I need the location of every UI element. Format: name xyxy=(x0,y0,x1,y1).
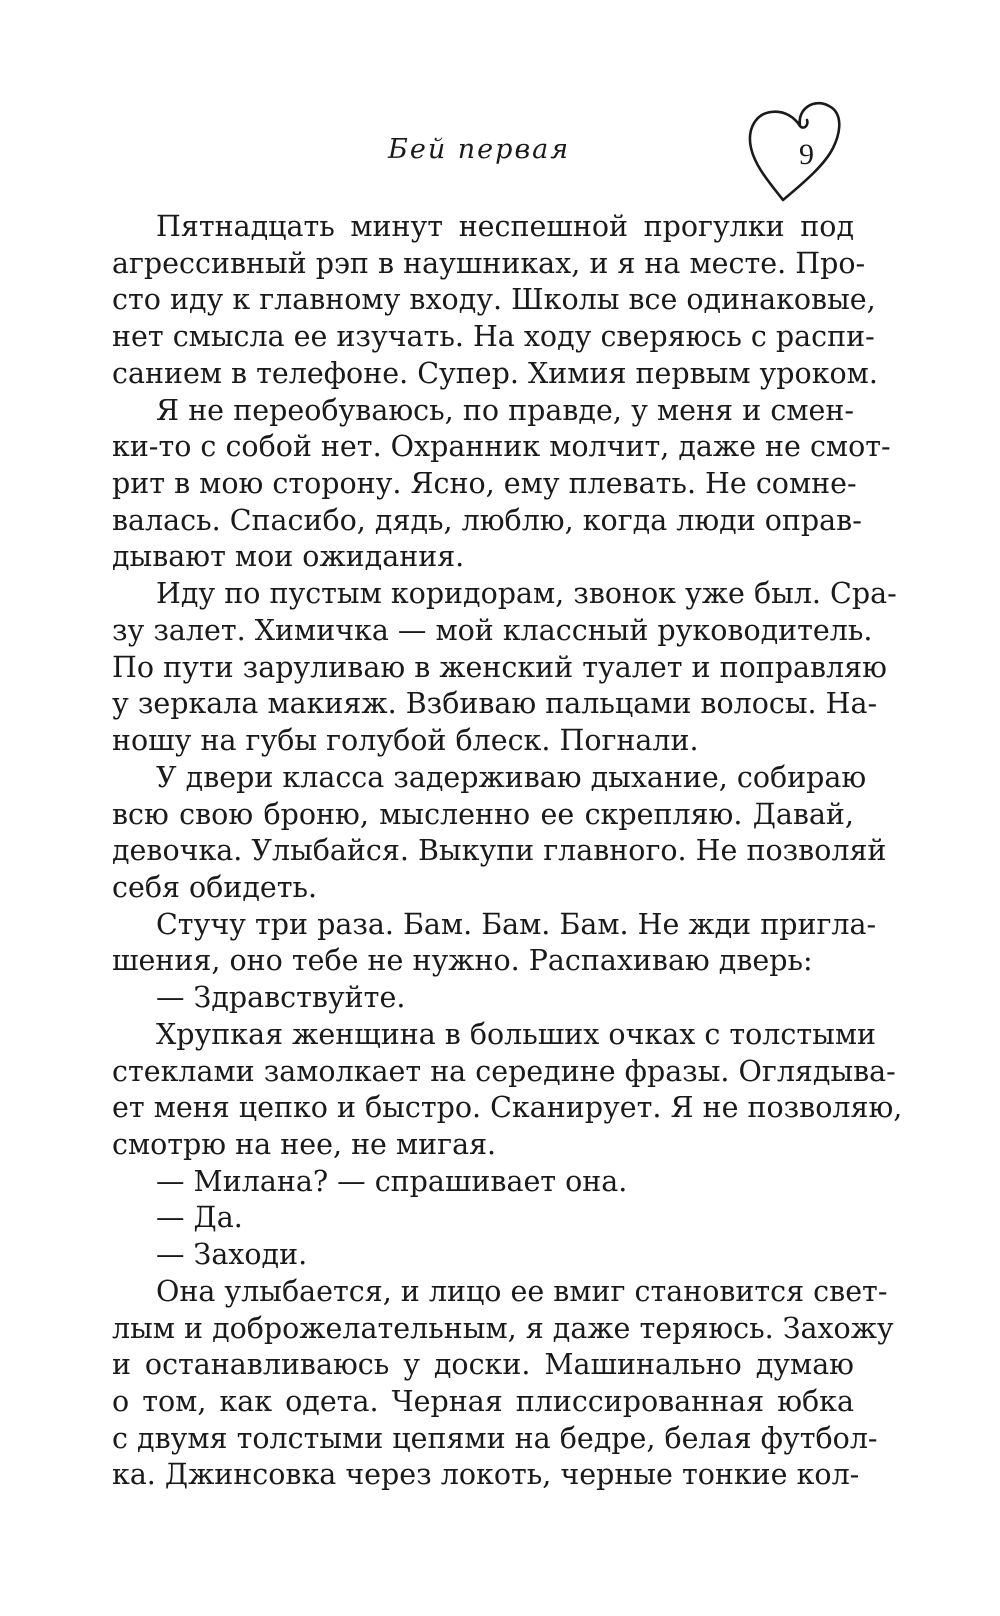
chapter-title: Бей первая xyxy=(388,134,571,165)
text-line: нет смысла ее изучать. На ходу сверяюсь с распи- xyxy=(112,320,875,354)
text-line: — Заходи. xyxy=(156,1238,308,1272)
text-line: ки-то с собой нет. Охранник молчит, даже не смот- xyxy=(112,430,891,464)
text-line: Хрупкая женщина в больших очках с толстыми xyxy=(156,1017,876,1051)
text-line: По пути заруливаю в женский туалет и поправляю xyxy=(112,650,887,684)
text-line: Я не переобуваюсь, по правде, у меня и смен- xyxy=(156,393,854,427)
text-line: зу залет. Химичка — мой классный руководитель. xyxy=(112,613,873,647)
text-line: — Да. xyxy=(156,1201,243,1235)
text-line: Пятнадцать минут неспешной прогулки под xyxy=(156,210,854,243)
text-line: ношу на губы голубой блеск. Погнали. xyxy=(112,724,699,758)
text-line: лым и доброжелательным, я даже теряюсь. Захожу xyxy=(112,1311,894,1345)
text-line: себя обидеть. xyxy=(112,870,318,904)
text-line: Иду по пустым коридорам, звонок уже был. Сра- xyxy=(156,577,897,611)
text-line: девочка. Улыбайся. Выкупи главного. Не позволяй xyxy=(112,834,887,868)
text-line: сто иду к главному входу. Школы все одинаковые, xyxy=(112,283,876,317)
text-line: дывают мои ожидания. xyxy=(112,540,465,574)
text-line: шения, оно тебе не нужно. Распахиваю дверь: xyxy=(112,944,813,978)
text-line: У двери класса задерживаю дыхание, собираю xyxy=(156,760,867,794)
body-text xyxy=(112,209,903,1494)
running-header xyxy=(0,118,1000,178)
text-line: валась. Спасибо, дядь, люблю, когда люди оправ- xyxy=(112,503,862,537)
text-line: санием в телефоне. Супер. Химия первым уроком. xyxy=(112,356,878,390)
text-line: — Милана? — спрашивает она. xyxy=(156,1164,628,1198)
text-line: — Здравствуйте. xyxy=(156,981,406,1015)
text-line: ет меня цепко и быстро. Сканирует. Я не позволяю, xyxy=(112,1091,903,1125)
page-number: 9 xyxy=(799,138,814,171)
text-line: ка. Джинсовка через локоть, черные тонкие кол- xyxy=(112,1458,860,1492)
text-line: рит в мою сторону. Ясно, ему плевать. Не сомне- xyxy=(112,467,857,501)
text-line: Она улыбается, и лицо ее вмиг становится свет- xyxy=(156,1274,888,1308)
text-line: Стучу три раза. Бам. Бам. Бам. Не жди пригла- xyxy=(156,907,877,941)
text-line: стеклами замолкает на середине фразы. Оглядыва- xyxy=(112,1054,896,1088)
text-line: агрессивный рэп в наушниках, и я на месте. Про- xyxy=(112,246,866,280)
text-line: смотрю на нее, не мигая. xyxy=(112,1127,497,1161)
text-line: у зеркала макияж. Взбиваю пальцами волосы. На- xyxy=(112,687,878,721)
text-line: о том, как одета. Черная плиссированная юбка xyxy=(112,1385,854,1418)
text-line: всю свою броню, мысленно ее скрепляю. Давай, xyxy=(112,797,854,831)
text-line: с двумя толстыми цепями на бедре, белая футбол- xyxy=(112,1421,878,1455)
text-line: и останавливаюсь у доски. Машинально думаю xyxy=(112,1348,854,1382)
